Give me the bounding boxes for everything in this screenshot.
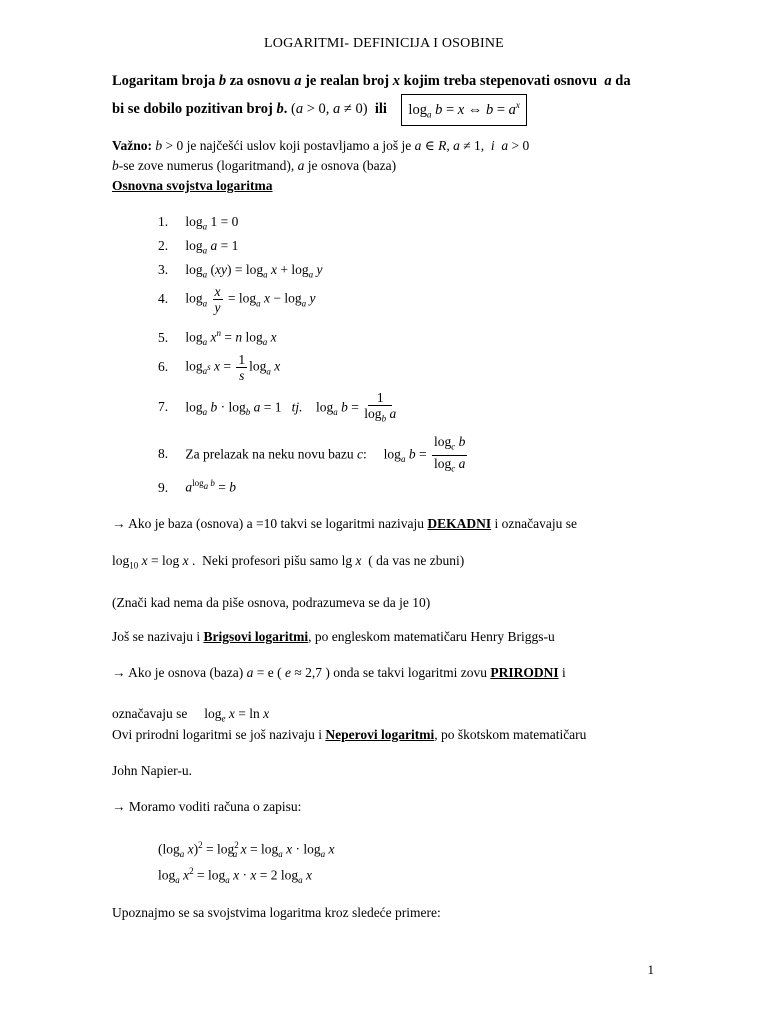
dekadni-line-1: → Ako je baza (osnova) a =10 takvi se logaritmi nazivaju DEKADNI i označavaju se xyxy=(112,516,578,531)
prirodni-line-1: → Ako je osnova (baza) a = e ( e ≈ 2,7 ) onda se takvi logaritmi zovu PRIRODNI i xyxy=(112,665,566,680)
property-4: 4. $\log_a$ $\frac{x}{y}$ = $\log_a x - \log_a y$ xyxy=(158,284,316,315)
definition-formula-box: $\log_a b = x$ ⇔ $b = a^x$ xyxy=(401,94,526,126)
property-5: 5. $\log_a x^n = n$ $\log_a x$ xyxy=(158,328,277,348)
dekadni-line-4: Još se nazivaju i Brigsovi logaritmi, po engleskom matematičaru Henry Briggs-u xyxy=(112,629,555,644)
neperovi-term: Neperovi logaritmi xyxy=(325,727,435,742)
prirodni-line-2: označavaju se $\log_e x = \ln x$ xyxy=(112,706,270,724)
definition-paragraph xyxy=(112,68,672,126)
property-7: 7. $\log_a b \cdot \log_b a = 1$ tj. $\log_a b$ = $\frac{1}{\log_b a}$ xyxy=(158,390,397,424)
property-6: 6. $\log_{a^s} x$ = $\frac{1}{s}$ $\log_a x$ xyxy=(158,352,281,383)
dekadni-line-2: $\log_{10} x = \log x$ . Neki profesori pišu samo lg x ( da vas ne zbuni) xyxy=(112,553,465,571)
important-note xyxy=(112,136,672,176)
important-line-1: Važno: b > 0 je najčešći uslov koji postavljamo a još je a ∈ R, a ≠ 1, i a > 0 xyxy=(112,138,530,153)
property-1: 1. $\log_a 1 = 0$ xyxy=(158,214,239,232)
definition-line-2: bi se dobilo pozitivan broj b. (a > 0, a ≠ 0) ili $\log_a b = x$ ⇔ $b = a^x$ xyxy=(112,94,672,126)
page-title: LOGARITMI- DEFINICIJA I OSOBINE xyxy=(264,36,504,51)
important-line-2: b-se zove numerus (logaritmand), a je osnova (baza) xyxy=(112,158,397,173)
property-8: 8. Za prelazak na neku novu bazu c: $\log_a b$ = $\frac{\log_c b}{\log_c a}$ xyxy=(158,434,466,474)
property-2: 2. $\log_a a = 1$ xyxy=(158,238,239,256)
closing-line: Upoznajmo se sa svojstvima logaritma kroz sledeće primere: xyxy=(112,905,441,920)
zapis-intro: → Moramo voditi računa o zapisu: xyxy=(112,799,302,814)
definition-line-1: Logaritam broja b za osnovu a je realan broj x kojim treba stepenovati osnovu a da xyxy=(112,73,631,89)
dekadni-term: DEKADNI xyxy=(427,516,492,531)
property-3: 3. $\log_a (xy) = \log_a x + \log_a y$ xyxy=(158,262,323,280)
zapis-formula-1: ($\log_a$ $x)^2 = \log^2_a x = \log_a x \cdot \log_a x$ xyxy=(158,840,335,860)
zapis-formula-2: $\log_a x^2 = \log_a x \cdot x = 2$ $\log_a x$ xyxy=(158,866,313,886)
prirodni-term: PRIRODNI xyxy=(490,665,559,680)
prirodni-line-4: John Napier-u. xyxy=(112,763,192,778)
section-heading: Osnovna svojstva logaritma xyxy=(112,178,273,193)
prirodni-line-3: Ovi prirodni logaritmi se još nazivaju i Neperovi logaritmi, po škotskom matematičaru xyxy=(112,727,587,742)
brigsovi-term: Brigsovi logaritmi xyxy=(203,629,309,644)
property-9: 9. $a^{log_a b} = b$ xyxy=(158,478,237,495)
dekadni-line-3: (Znači kad nema da piše osnova, podrazumeva se da je 10) xyxy=(112,595,431,610)
page-number: 1 xyxy=(647,962,654,977)
